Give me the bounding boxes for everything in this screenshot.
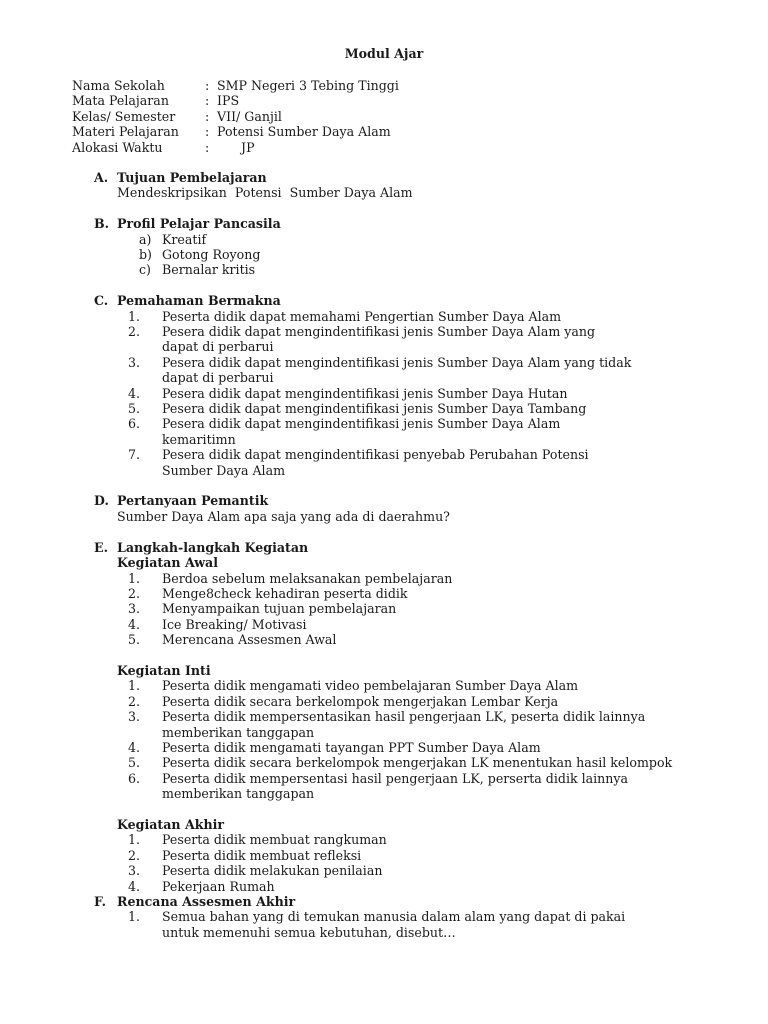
section-a <box>94 170 694 201</box>
list-item: 5. Peserta didik secara berkelompok mengerjakan LK menentukan hasil kelompok <box>127 755 673 771</box>
list-item: 1. Semua bahan yang di temukan manusia dalam alam yang dapat di pakai untuk memenuhi semua kebutuhan, disebut… <box>127 909 626 940</box>
subsection-title: Kegiatan Inti <box>117 662 211 678</box>
section-title: Langkah-langkah Kegiatan <box>117 539 309 555</box>
identity-value: VII/ Ganjil <box>217 108 282 124</box>
section-heading <box>94 894 694 909</box>
list-item: 1. Berdoa sebelum melaksanakan pembelajaran <box>127 570 453 586</box>
pancasila-list <box>117 232 694 278</box>
identity-value: IPS <box>217 93 240 109</box>
section-b <box>94 216 694 278</box>
section-title: Profil Pelajar Pancasila <box>117 216 281 232</box>
list-item: 2. Pesera didik dapat mengindentifikasi jenis Sumber Daya Alam yang dapat di perbarui <box>127 324 596 355</box>
list-item: 3. Peserta didik melakukan penilaian <box>127 863 383 879</box>
identity-value: JP <box>217 139 255 155</box>
section-heading <box>94 216 694 231</box>
assessment-list <box>117 909 662 940</box>
list-item: 3. Peserta didik mempersentasikan hasil pengerjaan LK, peserta didik lainnya memberikan tanggapan <box>127 709 646 740</box>
identity-separator: : <box>205 124 210 140</box>
list-item: 2. Menge8check kehadiran peserta didik <box>127 585 408 601</box>
list-item: 4. Peserta didik mengamati tayangan PPT Sumber Daya Alam <box>127 739 541 755</box>
identity-separator: : <box>205 108 210 124</box>
section-title: Pemahaman Bermakna <box>117 293 281 309</box>
identity-row-material <box>72 124 399 139</box>
list-item: 3. Pesera didik dapat mengindentifikasi jenis Sumber Daya Alam yang tidak dapat di perbarui <box>127 354 632 386</box>
identity-label: Mata Pelajaran <box>72 93 169 109</box>
list-item: 5. Pesera didik dapat mengindentifikasi jenis Sumber Daya Tambang <box>127 401 587 417</box>
section-letter: D. <box>94 493 109 509</box>
sections <box>94 170 694 956</box>
document-title: Modul Ajar <box>344 46 424 61</box>
identity-table <box>72 78 399 155</box>
subsection-title: Kegiatan Awal <box>117 555 218 571</box>
list-item: 2. Peserta didik membuat refleksi <box>127 847 362 863</box>
section-letter: B. <box>94 216 110 232</box>
list-item: a) Kreatif <box>139 231 207 247</box>
list-item: 1. Peserta didik membuat rangkuman <box>127 832 387 848</box>
opening-list <box>117 571 694 648</box>
list-item: 4. Pesera didik dapat mengindentifikasi jenis Sumber Daya Hutan <box>127 385 568 401</box>
subsection-title: Kegiatan Akhir <box>117 816 225 832</box>
identity-separator: : <box>205 93 210 109</box>
section-title: Pertanyaan Pemantik <box>117 493 269 509</box>
section-c <box>94 293 694 478</box>
section-letter: E. <box>94 539 108 555</box>
list-item: 2. Peserta didik secara berkelompok mengerjakan Lembar Kerja <box>127 693 559 709</box>
section-letter: C. <box>94 293 109 309</box>
identity-row-school <box>72 78 399 93</box>
section-letter: A. <box>94 170 109 185</box>
understanding-list <box>117 309 632 478</box>
list-item: b) Gotong Royong <box>139 247 261 263</box>
list-item: c) Bernalar kritis <box>139 262 256 278</box>
identity-row-time <box>72 140 399 155</box>
closing-list <box>117 832 694 894</box>
list-item: 4. Ice Breaking/ Motivasi <box>127 616 307 632</box>
list-item: 4. Pekerjaan Rumah <box>127 878 275 894</box>
core-list <box>117 678 677 801</box>
list-item: 1. Peserta didik dapat memahami Pengertian Sumber Daya Alam <box>127 308 562 324</box>
identity-row-class <box>72 109 399 124</box>
activity-closing <box>117 817 694 894</box>
identity-value: Potensi Sumber Daya Alam <box>217 124 391 140</box>
section-text: Mendeskripsikan Potensi Sumber Daya Alam <box>117 185 413 201</box>
identity-row-subject <box>72 93 399 108</box>
section-title: Tujuan Pembelajaran <box>117 170 267 185</box>
section-d <box>94 493 694 524</box>
list-item: 6. Peserta didik mempersentasi hasil pengerjaan LK, perserta didik lainnya memberikan tanggapan <box>127 770 629 802</box>
section-e <box>94 540 694 894</box>
list-item: 7. Pesera didik dapat mengindentifikasi penyebab Perubahan Potensi Sumber Daya Alam <box>127 447 589 478</box>
section-text: Sumber Daya Alam apa saja yang ada di daerahmu? <box>117 508 450 524</box>
section-heading <box>94 493 694 508</box>
section-f <box>94 894 694 940</box>
identity-value: SMP Negeri 3 Tebing Tinggi <box>217 78 399 93</box>
section-heading <box>94 170 694 185</box>
identity-label: Kelas/ Semester <box>72 108 176 124</box>
section-heading <box>94 293 694 308</box>
list-item: 3. Menyampaikan tujuan pembelajaran <box>127 601 397 617</box>
activity-core <box>117 663 694 802</box>
list-item: 1. Peserta didik mengamati video pembelajaran Sumber Daya Alam <box>127 678 579 694</box>
list-item: 5. Merencana Assesmen Awal <box>127 632 337 648</box>
section-heading <box>94 540 694 555</box>
list-item: 6. Pesera didik dapat mengindentifikasi jenis Sumber Daya Alam kemaritimn <box>127 416 561 447</box>
identity-label: Nama Sekolah <box>72 78 165 93</box>
section-title: Rencana Assesmen Akhir <box>117 894 296 909</box>
identity-separator: : <box>205 139 210 155</box>
identity-label: Materi Pelajaran <box>72 124 179 140</box>
identity-separator: : <box>205 78 210 93</box>
section-letter: F. <box>94 894 107 909</box>
activity-opening <box>117 555 694 647</box>
identity-label: Alokasi Waktu <box>72 139 163 155</box>
